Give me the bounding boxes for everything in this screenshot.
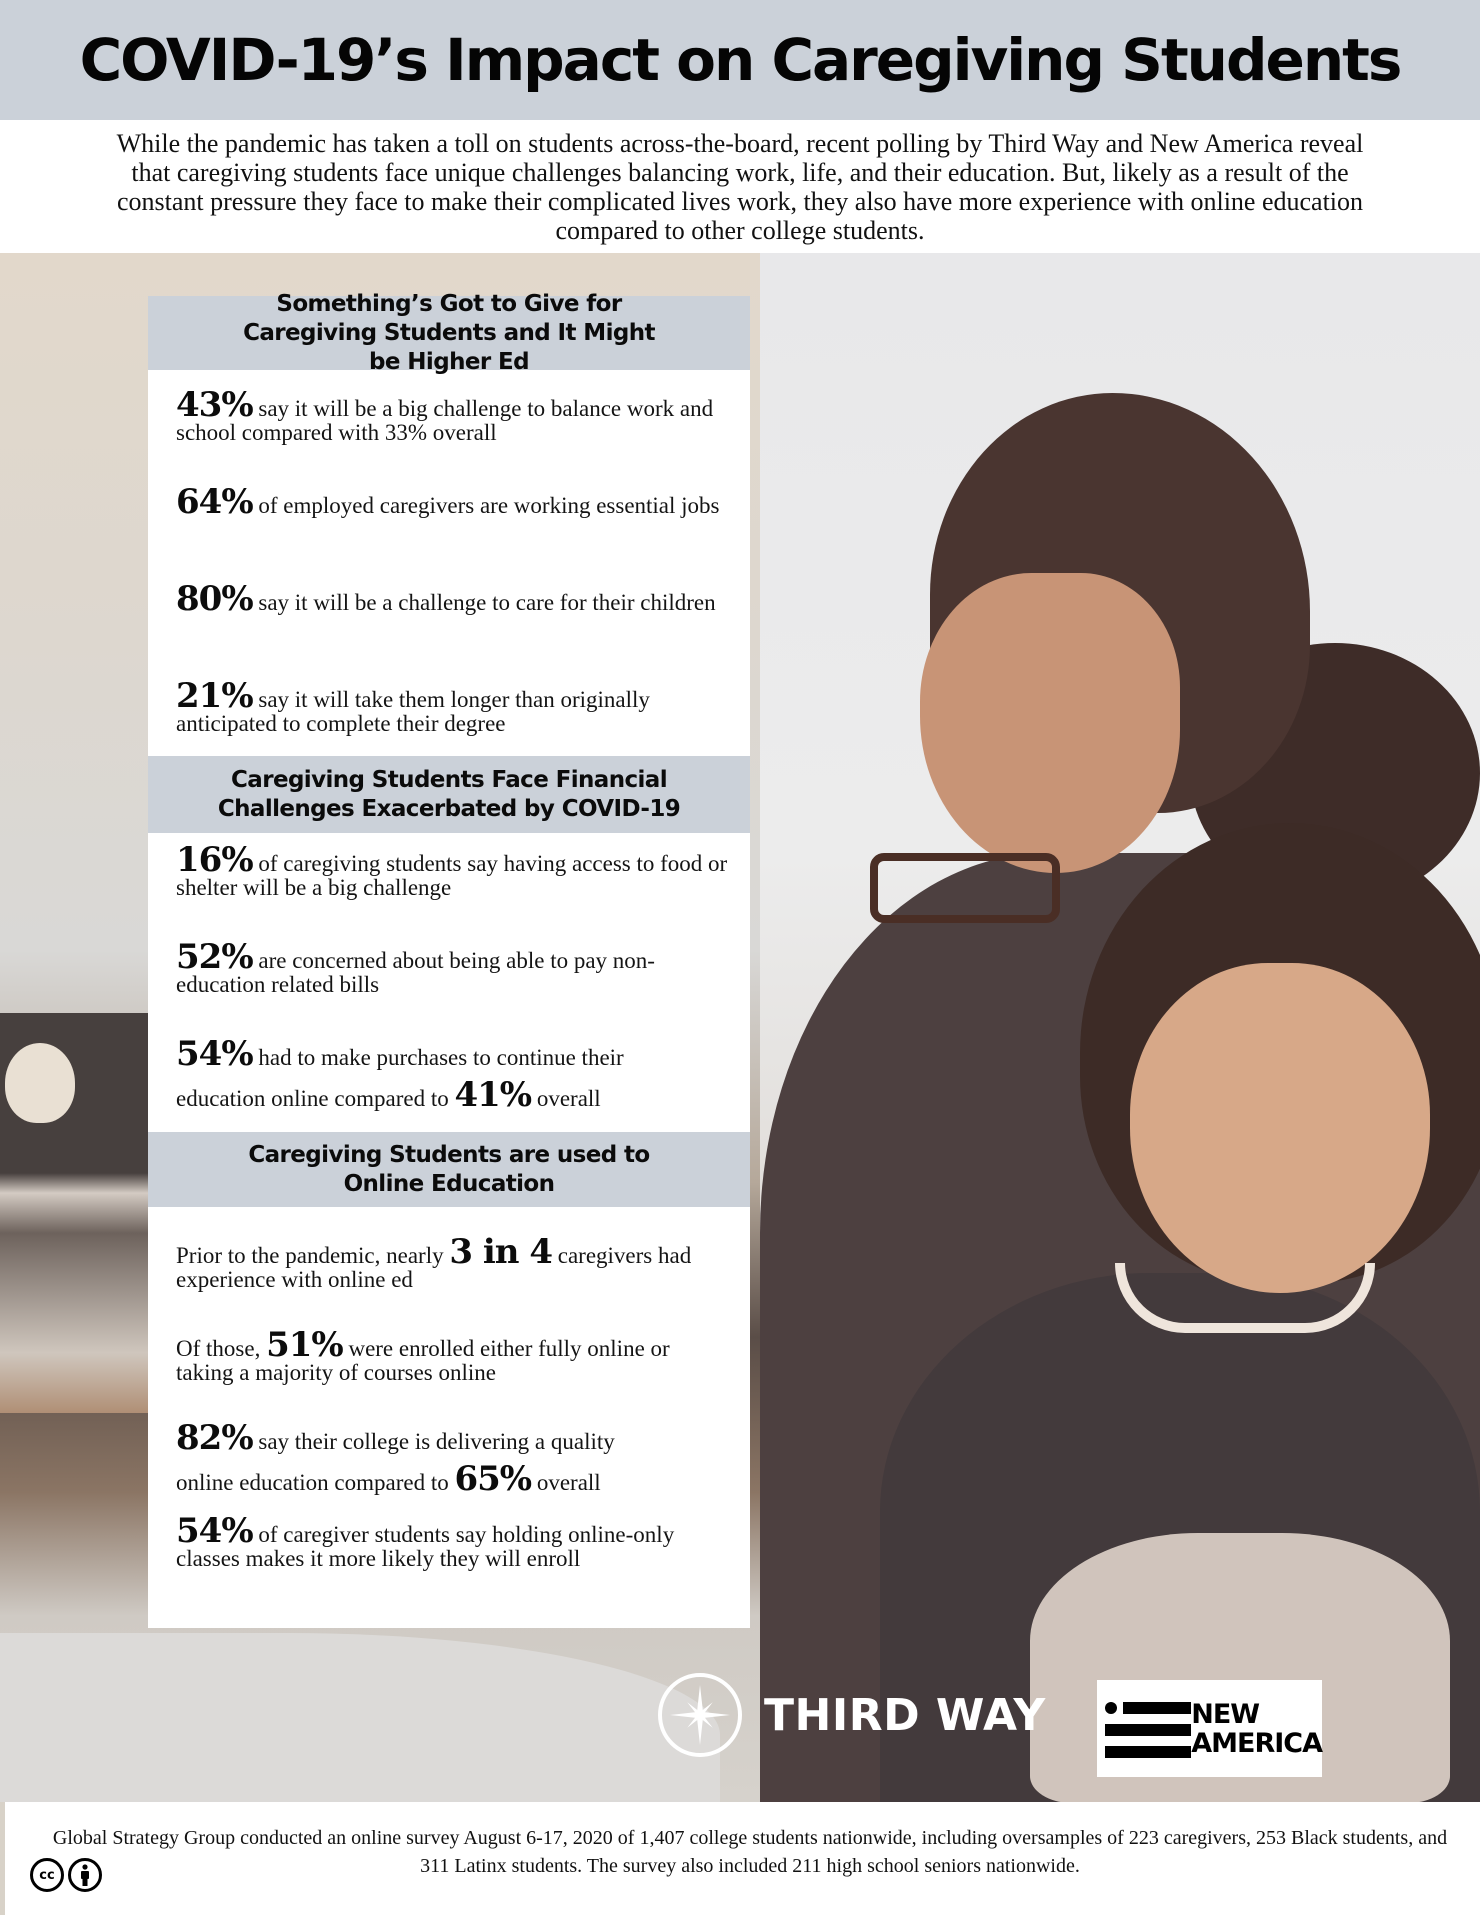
stat-item — [176, 1232, 730, 1330]
stat-text: online education compared to — [176, 1470, 455, 1495]
stat-text: of caregiving students say having access to food or shelter will be a big challenge — [176, 851, 728, 900]
intro-section — [0, 120, 1480, 253]
section-stats-online-ed — [148, 1207, 750, 1627]
stat-text: say their college is delivering a quality — [252, 1429, 615, 1454]
section-title: Caregiving Students Face Financial Challenges Exacerbated by COVID-19 — [217, 766, 681, 822]
stat-value: 54% — [176, 1511, 253, 1551]
stat-value: 43% — [176, 385, 253, 425]
new-america-line-1: NEW — [1191, 1698, 1260, 1730]
section-heading-financial — [148, 756, 750, 833]
stat-text: caregivers had experience with online ed — [176, 1243, 692, 1292]
stat-value: 82% — [176, 1418, 253, 1458]
section-stats-work-life — [148, 370, 750, 756]
stat-value: 21% — [176, 676, 253, 716]
new-america-logo — [1097, 1680, 1322, 1777]
stat-item — [176, 937, 730, 1039]
section-title: Caregiving Students are used to Online Education — [248, 1141, 650, 1197]
stat-line-2 — [176, 1459, 730, 1499]
stat-text: education online compared to — [176, 1086, 455, 1111]
stat-text: had to make purchases to continue their — [252, 1045, 624, 1070]
stat-item — [176, 840, 730, 942]
stat-item — [176, 579, 730, 681]
third-way-logo — [658, 1673, 1046, 1757]
stat-text: of employed caregivers are working essential jobs — [252, 493, 720, 518]
page-title: COVID-19’s Impact on Caregiving Students — [79, 26, 1401, 94]
methodology-text: Global Strategy Group conducted an online survey August 6-17, 2020 of 1,407 college students nationwide, including oversamples of 223 caregivers, 253 Black students, and 311 Latinx students. The survey also included 211 high school seniors nationwide. — [52, 1827, 1448, 1877]
bars-icon — [1105, 1700, 1177, 1758]
new-america-line-2: AMERICA — [1191, 1727, 1322, 1759]
section-title: Something’s Got to Give for Caregiving Students and It Might be Higher Ed — [243, 290, 655, 375]
stat-item — [176, 1325, 730, 1423]
stat-text: say it will be a challenge to care for their children — [252, 590, 716, 615]
section-heading-online-ed — [148, 1132, 750, 1207]
stat-item — [176, 1418, 730, 1516]
stat-value: 52% — [176, 937, 253, 977]
stat-prefix: Of those, — [176, 1336, 267, 1361]
stat-item — [176, 1034, 730, 1136]
third-way-wordmark: THIRD WAY — [764, 1689, 1046, 1741]
stat-value: 80% — [176, 579, 253, 619]
photo-child-face — [1130, 963, 1430, 1293]
methodology-footer — [5, 1802, 1480, 1915]
section-heading-work-life — [148, 290, 750, 375]
new-america-wordmark — [1191, 1700, 1322, 1758]
apple-logo-icon — [5, 1043, 75, 1123]
stat-text: of caregiver students say holding online-only classes makes it more likely they will enroll — [176, 1522, 675, 1571]
intro-text: While the pandemic has taken a toll on students across-the-board, recent polling by Third Way and New America reveal that caregiving students face unique challenges balancing work, life, and their education. But, likely as a result of the constant pressure they face to make their complicated lives work, they also have more experience with online education compared to other college students. — [116, 128, 1364, 245]
stat-value: 3 in 4 — [449, 1232, 552, 1272]
stat-item — [176, 1511, 730, 1609]
stat-value: 51% — [266, 1325, 343, 1365]
title-banner — [0, 0, 1480, 120]
section-stats-financial — [148, 833, 750, 1132]
stat-text: overall — [531, 1086, 601, 1111]
compass-star-icon — [658, 1673, 742, 1757]
cc-icon: cc — [30, 1858, 64, 1892]
stat-prefix: Prior to the pandemic, nearly — [176, 1243, 450, 1268]
stat-text: are concerned about being able to pay non-education related bills — [176, 948, 655, 997]
stat-text: say it will be a big challenge to balance work and school compared with 33% overall — [176, 396, 714, 445]
stat-value: 16% — [176, 840, 253, 880]
stat-line-2 — [176, 1075, 730, 1115]
photo-child-collar — [1115, 1263, 1375, 1333]
stat-text: were enrolled either fully online or taking a majority of courses online — [176, 1336, 670, 1385]
stat-value: 64% — [176, 482, 253, 522]
stats-panel — [148, 290, 750, 1628]
stat-text: say it will take them longer than originally anticipated to complete their degree — [176, 687, 650, 736]
stat-value-compare: 41% — [454, 1075, 532, 1115]
photo-glasses — [870, 853, 1060, 923]
stat-value-compare: 65% — [454, 1459, 532, 1499]
stat-item — [176, 482, 730, 584]
stat-text: overall — [531, 1470, 601, 1495]
stat-item — [176, 385, 730, 487]
stat-value: 54% — [176, 1034, 253, 1074]
